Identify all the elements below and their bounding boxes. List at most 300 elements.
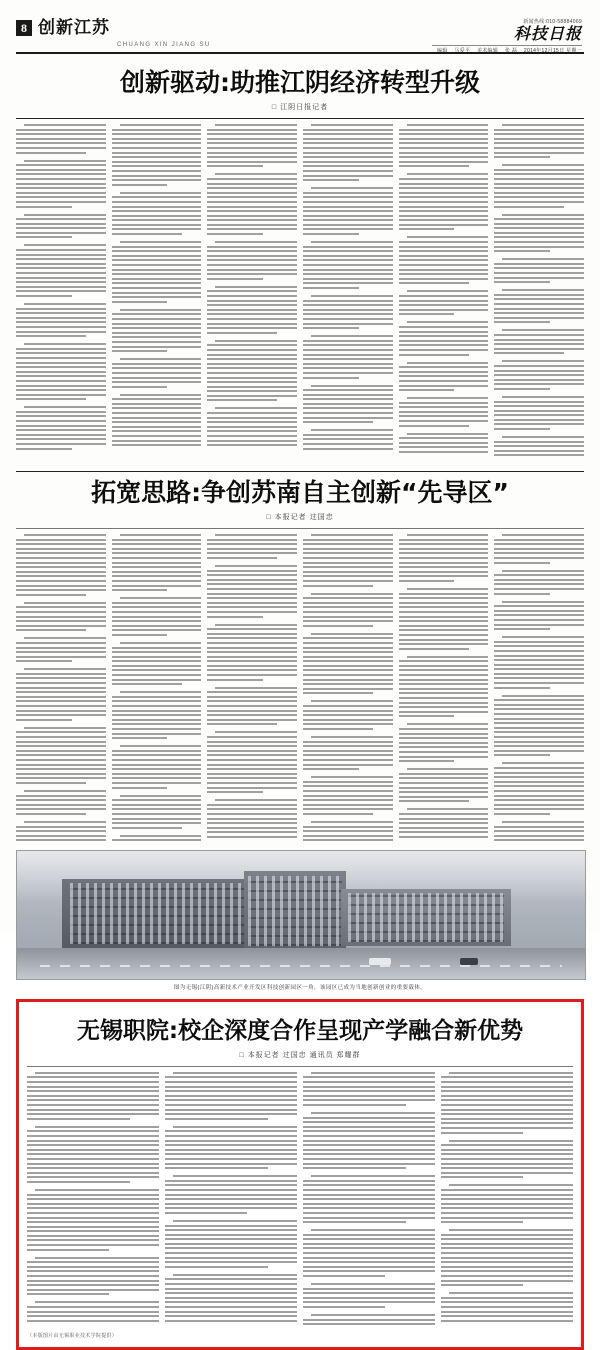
article-2: [16, 459, 584, 844]
text-line: [215, 340, 297, 342]
text-line: [207, 836, 297, 838]
text-line: [303, 799, 393, 801]
text-line: [303, 1135, 435, 1137]
text-line: [215, 534, 297, 536]
text-line: [399, 147, 489, 149]
text-line: [399, 354, 469, 356]
text-line: [494, 804, 584, 806]
text-line: [16, 656, 106, 658]
text-line: [112, 723, 202, 725]
text-line: [399, 228, 455, 230]
text-line: [165, 1135, 297, 1137]
hotline-text: 新闻热线:010-58884069: [523, 19, 582, 25]
text-line: [399, 639, 489, 641]
text-line: [303, 759, 393, 761]
text-line: [207, 759, 297, 761]
text-line: [494, 795, 584, 797]
text-line: [207, 764, 297, 766]
text-line: [303, 219, 393, 221]
text-line: [399, 787, 489, 789]
text-line: [112, 377, 202, 379]
text-line: [27, 1130, 159, 1132]
text-line: [399, 255, 489, 257]
text-line: [120, 309, 202, 311]
text-line: [112, 346, 202, 348]
text-line: [502, 329, 584, 331]
text-line: [112, 696, 202, 698]
text-line: [16, 380, 106, 382]
text-line: [207, 552, 297, 554]
text-line: [16, 714, 106, 716]
text-line: [112, 228, 202, 230]
text-line: [303, 224, 393, 226]
text-line: [441, 1270, 573, 1272]
text-line: [112, 426, 202, 428]
text-line: [165, 1320, 297, 1322]
text-line: [16, 236, 72, 238]
text-line: [441, 1153, 573, 1155]
article-3-highlight: [16, 999, 584, 1350]
text-line: [399, 371, 489, 373]
text-line: [207, 332, 277, 334]
text-line: [502, 762, 584, 764]
text-line: [165, 1306, 297, 1308]
text-line: [441, 1172, 573, 1174]
text-line: [303, 278, 393, 280]
text-line: [441, 1301, 573, 1303]
text-line: [165, 1153, 297, 1155]
text-line: [24, 637, 106, 639]
text-line: [399, 420, 489, 422]
text-line: [16, 642, 106, 644]
text-line: [399, 295, 489, 297]
text-line: [24, 244, 106, 246]
issue-date: 2014年12月15日 星期一: [523, 48, 582, 54]
text-line: [16, 218, 106, 220]
text-line: [16, 830, 106, 832]
text-line: [207, 637, 297, 639]
text-line: [494, 767, 584, 769]
text-line: [207, 363, 297, 365]
text-line: [303, 233, 359, 235]
text-line: [441, 1320, 573, 1322]
text-line: [207, 750, 297, 752]
text-line: [502, 636, 584, 638]
text-line: [494, 588, 584, 590]
text-line: [27, 1149, 159, 1151]
text-line: [207, 593, 297, 595]
text-line: [441, 1118, 573, 1120]
text-line: [303, 300, 393, 302]
text-line: [303, 313, 393, 315]
text-line: [399, 282, 469, 284]
text-line: [207, 660, 297, 662]
text-line: [494, 250, 550, 252]
text-line: [112, 714, 202, 716]
text-line: [16, 263, 106, 265]
text-line: [399, 215, 489, 217]
text-line: [207, 210, 297, 212]
text-line: [112, 566, 202, 568]
text-line: [303, 1184, 435, 1186]
text-line: [303, 656, 393, 658]
text-line: [399, 264, 489, 266]
building-center: [244, 871, 346, 950]
text-line: [303, 1104, 406, 1106]
text-line: [303, 710, 393, 712]
text-line: [16, 169, 106, 171]
text-line: [112, 625, 202, 627]
text-line: [502, 164, 584, 166]
text-line: [112, 210, 202, 212]
text-column: [16, 124, 106, 459]
text-line: [494, 776, 584, 778]
text-line: [16, 375, 106, 377]
text-line: [303, 669, 393, 671]
text-line: [112, 170, 202, 172]
text-line: [441, 1127, 573, 1129]
text-line: [311, 1314, 435, 1316]
text-line: [165, 1140, 297, 1142]
text-line: [27, 1104, 159, 1106]
text-line: [16, 764, 106, 766]
text-line: [207, 399, 277, 401]
text-line: [207, 665, 297, 667]
text-line: [165, 1113, 297, 1115]
text-line: [112, 557, 202, 559]
text-line: [399, 385, 489, 387]
text-line: [112, 278, 202, 280]
text-line: [494, 539, 584, 541]
text-line: [165, 1076, 297, 1078]
text-line: [303, 1153, 435, 1155]
text-line: [303, 611, 393, 613]
text-line: [494, 277, 584, 279]
text-line: [16, 223, 106, 225]
text-line: [303, 175, 393, 177]
text-line: [494, 218, 584, 220]
text-line: [303, 367, 393, 369]
text-line: [16, 277, 106, 279]
text-line: [303, 571, 393, 573]
text-line: [207, 178, 297, 180]
text-line: [303, 304, 393, 306]
text-line: [215, 624, 297, 626]
text-line: [303, 660, 393, 662]
text-line: [494, 610, 584, 612]
text-line: [494, 454, 584, 456]
text-line: [207, 579, 297, 581]
text-line: [303, 358, 393, 360]
text-line: [399, 344, 489, 346]
text-line: [311, 295, 393, 297]
text-line: [27, 1261, 159, 1263]
text-line: [399, 634, 489, 636]
text-line: [16, 196, 106, 198]
text-line: [303, 692, 373, 694]
text-line: [16, 295, 72, 297]
text-line: [399, 129, 489, 131]
text-line: [494, 579, 584, 581]
text-line: [494, 223, 584, 225]
text-line: [303, 201, 393, 203]
text-line: [16, 813, 86, 815]
text-line: [407, 124, 489, 126]
text-line: [207, 606, 297, 608]
text-line: [399, 178, 489, 180]
text-line: [120, 597, 202, 599]
text-line: [112, 822, 202, 824]
layout-label: 美术编辑: [476, 48, 499, 54]
text-line: [399, 674, 489, 676]
text-line: [399, 402, 489, 404]
article-1-byline: 江阴日报记者: [280, 104, 329, 111]
text-line: [16, 625, 106, 627]
text-line: [494, 673, 584, 675]
text-line: [165, 1081, 297, 1083]
text-line: [16, 611, 106, 613]
text-line: [207, 651, 297, 653]
paper-logo: 科技日报: [513, 26, 582, 43]
text-line: [112, 179, 202, 181]
text-line: [207, 250, 297, 252]
text-line: [27, 1090, 159, 1092]
text-line: [399, 715, 455, 717]
text-line: [207, 574, 297, 576]
text-column: [207, 124, 297, 459]
text-line: [399, 201, 489, 203]
text-line: [112, 818, 202, 820]
text-line: [16, 651, 106, 653]
text-line: [165, 1243, 297, 1245]
text-line: [112, 733, 202, 735]
text-line: [112, 700, 202, 702]
text-line: [441, 1234, 573, 1236]
text-line: [16, 147, 106, 149]
text-line: [311, 241, 393, 243]
text-line: [165, 1130, 297, 1132]
text-line: [303, 264, 393, 266]
text-line: [112, 669, 202, 671]
text-line: [303, 665, 393, 667]
text-line: [311, 821, 393, 823]
text-line: [303, 562, 393, 564]
text-line: [303, 674, 393, 676]
text-line: [112, 440, 202, 442]
text-column: [399, 534, 489, 844]
text-line: [27, 1311, 159, 1313]
text-line: [207, 705, 297, 707]
text-line: [24, 214, 106, 216]
text-line: [399, 575, 489, 577]
text-line: [311, 429, 393, 431]
text-line: [165, 1247, 297, 1249]
text-line: [303, 152, 393, 154]
text-line: [112, 259, 202, 261]
text-line: [16, 768, 106, 770]
text-line: [112, 287, 202, 289]
text-line: [24, 160, 106, 162]
text-line: [207, 377, 297, 379]
text-line: [207, 430, 297, 432]
text-line: [112, 350, 168, 352]
text-line: [207, 440, 297, 442]
text-line: [303, 585, 373, 587]
text-line: [165, 1099, 297, 1101]
text-line: [112, 571, 202, 573]
text-line: [303, 826, 393, 828]
text-column: [494, 534, 584, 844]
text-line: [494, 267, 584, 269]
text-line: [16, 398, 86, 400]
text-line: [207, 264, 297, 266]
text-line: [441, 1095, 573, 1097]
text-line: [112, 264, 202, 266]
text-line: [441, 1311, 573, 1313]
text-line: [173, 1274, 297, 1276]
text-line: [399, 660, 489, 662]
text-line: [502, 570, 584, 572]
text-line: [112, 403, 202, 405]
text-line: [303, 443, 393, 445]
text-line: [207, 543, 297, 545]
text-line: [494, 428, 550, 430]
text-line: [16, 777, 106, 779]
text-line: [399, 836, 489, 838]
text-line: [112, 156, 202, 158]
text-line: [165, 1158, 297, 1160]
text-line: [207, 745, 297, 747]
text-line: [16, 736, 106, 738]
text-line: [494, 781, 584, 783]
text-line: [112, 147, 202, 149]
text-line: [215, 286, 297, 288]
text-line: [303, 616, 393, 618]
text-line: [207, 674, 297, 676]
text-line: [120, 358, 202, 360]
text-line: [303, 1238, 435, 1240]
text-line: [120, 192, 202, 194]
text-line: [399, 437, 489, 439]
text-line: [399, 340, 489, 342]
text-line: [165, 1278, 297, 1280]
text-line: [494, 133, 584, 135]
page-number: 8: [16, 20, 32, 36]
text-line: [303, 790, 393, 792]
text-line: [207, 278, 263, 280]
building-left: [62, 879, 255, 948]
text-column: [165, 1072, 297, 1328]
text-line: [441, 1144, 573, 1146]
text-line: [112, 719, 202, 721]
text-line: [207, 290, 297, 292]
text-line: [303, 1086, 435, 1088]
text-line: [165, 1189, 297, 1191]
text-line: [16, 719, 72, 721]
text-line: [303, 637, 393, 639]
text-line: [494, 650, 584, 652]
text-line: [303, 1194, 435, 1196]
text-line: [16, 187, 106, 189]
text-line: [399, 451, 489, 453]
text-line: [112, 580, 202, 582]
text-line: [16, 700, 106, 702]
text-line: [27, 1109, 159, 1111]
text-line: [303, 723, 393, 725]
text-line: [399, 446, 489, 448]
masthead: [16, 18, 584, 54]
text-line: [16, 173, 106, 175]
text-line: [24, 124, 106, 126]
text-line: [303, 835, 393, 837]
text-line: [112, 372, 202, 374]
text-line: [207, 156, 297, 158]
text-line: [399, 796, 489, 798]
text-line: [399, 196, 489, 198]
text-line: [303, 625, 373, 627]
editor-name: 马爱平: [454, 48, 471, 54]
text-line: [399, 827, 489, 829]
text-line: [449, 1229, 573, 1231]
text-line: [441, 1284, 523, 1286]
text-line: [303, 156, 393, 158]
text-line: [207, 259, 297, 261]
text-line: [494, 272, 584, 274]
text-line: [207, 309, 297, 311]
text-line: [112, 539, 202, 541]
text-line: [502, 214, 584, 216]
text-line: [441, 1275, 573, 1277]
text-line: [399, 539, 489, 541]
text-line: [407, 397, 489, 399]
text-line: [112, 152, 202, 154]
text-line: [303, 1095, 435, 1097]
text-line: [303, 597, 393, 599]
text-line: [494, 574, 584, 576]
text-line: [165, 1212, 247, 1214]
text-line: [112, 764, 202, 766]
text-line: [303, 129, 393, 131]
text-line: [494, 317, 584, 319]
text-line: [27, 1230, 159, 1232]
text-line: [207, 304, 297, 306]
text-line: [303, 282, 393, 284]
text-line: [494, 183, 584, 185]
text-line: [303, 728, 373, 730]
text-line: [494, 294, 584, 296]
text-line: [16, 705, 106, 707]
text-line: [165, 1086, 297, 1088]
text-line: [441, 1261, 573, 1263]
text-line: [112, 759, 202, 761]
text-line: [207, 386, 297, 388]
text-line: [16, 571, 106, 573]
text-line: [303, 133, 393, 135]
text-line: [303, 642, 393, 644]
text-line: [441, 1247, 573, 1249]
campus-photo: [16, 850, 586, 980]
text-line: [441, 1297, 573, 1299]
text-line: [303, 309, 393, 311]
text-line: [399, 415, 489, 417]
text-line: [112, 754, 202, 756]
text-line: [112, 138, 202, 140]
text-line: [303, 768, 359, 770]
text-line: [399, 366, 489, 368]
text-line: [207, 827, 297, 829]
text-line: [311, 633, 393, 635]
text-line: [399, 602, 489, 604]
